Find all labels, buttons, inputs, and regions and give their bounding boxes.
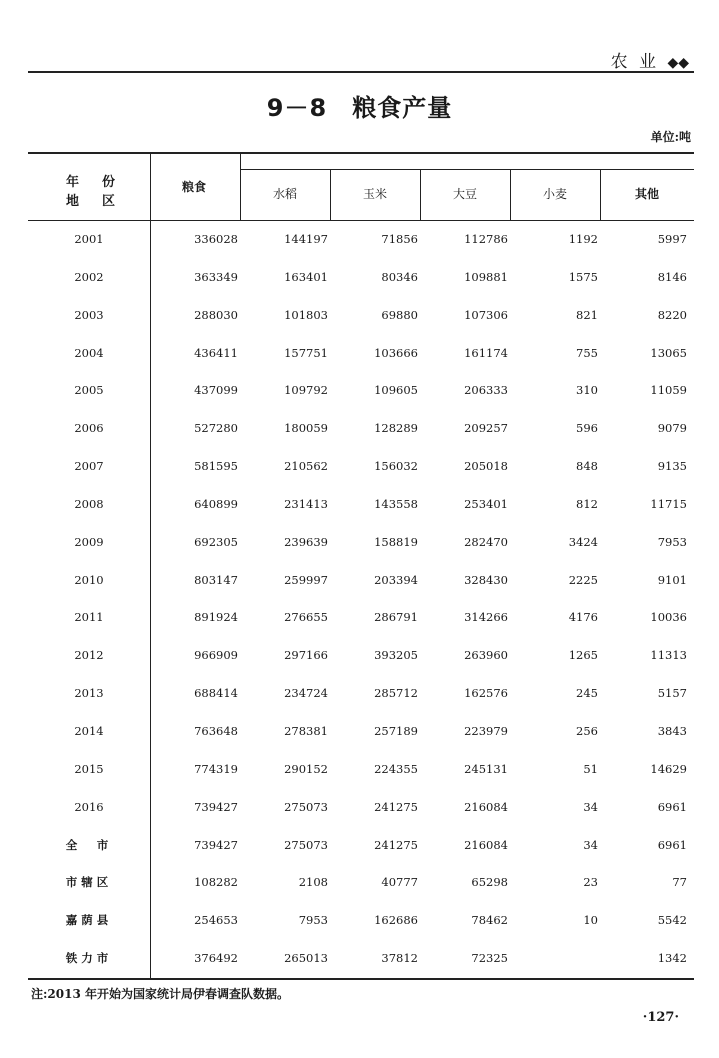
- other-cell: 14629: [650, 761, 687, 776]
- wheat-cell: 310: [576, 383, 598, 398]
- rice-cell: 278381: [284, 723, 328, 738]
- rice-cell: 7953: [298, 913, 328, 928]
- soybean-cell: 216084: [464, 799, 508, 814]
- page-title: 9－8 粮食产量: [266, 94, 453, 122]
- soybean-cell: 263960: [464, 648, 508, 663]
- corner-region-2: 区: [102, 194, 116, 209]
- corn-cell: 69880: [381, 307, 418, 322]
- corn-cell: 285712: [374, 686, 418, 701]
- row-label: 2009: [74, 534, 104, 549]
- rice-cell: 239639: [284, 534, 328, 549]
- wheat-cell: 10: [583, 913, 598, 928]
- rice-cell: 265013: [284, 951, 328, 966]
- corn-cell: 40777: [381, 875, 418, 890]
- section-label: [611, 47, 689, 72]
- soybean-cell: 162576: [464, 686, 508, 701]
- rice-cell: 290152: [284, 761, 328, 776]
- other-cell: 11059: [650, 383, 687, 398]
- other-cell: 8220: [657, 307, 687, 322]
- rice-cell: 157751: [284, 345, 328, 360]
- other-cell: 7953: [657, 534, 687, 549]
- wheat-cell: 23: [583, 875, 598, 890]
- row-label: 2011: [74, 610, 104, 625]
- table-row: [28, 940, 694, 978]
- grain-cell: 108282: [194, 875, 238, 890]
- corn-cell: 393205: [374, 648, 418, 663]
- row-label: 2008: [74, 496, 104, 511]
- other-cell: 6961: [657, 837, 687, 852]
- grain-cell: 581595: [194, 459, 238, 474]
- rice-cell: 275073: [284, 799, 328, 814]
- soybean-cell: 161174: [464, 345, 508, 360]
- grain-cell: 437099: [194, 383, 238, 398]
- wheat-cell: 812: [576, 496, 598, 511]
- wheat-cell: 596: [576, 421, 598, 436]
- table-row: [28, 827, 694, 865]
- table-row: [28, 789, 694, 827]
- corn-cell: 103666: [374, 345, 418, 360]
- row-label: 2016: [74, 799, 104, 814]
- grain-cell: 891924: [194, 610, 238, 625]
- row-label: 2010: [74, 572, 104, 587]
- row-label: 2015: [74, 761, 104, 776]
- grain-cell: 803147: [194, 572, 238, 587]
- header-corn: 玉米: [330, 169, 421, 220]
- header-rice: 水稻: [240, 169, 331, 220]
- table-row: [28, 524, 694, 562]
- corn-cell: 203394: [374, 572, 418, 587]
- grain-cell: 288030: [194, 307, 238, 322]
- row-label: 嘉荫县: [65, 913, 113, 928]
- section-name: 农 业: [610, 52, 660, 72]
- rice-cell: 234724: [284, 686, 328, 701]
- corn-cell: 128289: [374, 421, 418, 436]
- table-header: [28, 154, 694, 221]
- grain-header: [150, 154, 241, 220]
- table-bottom-rule: [28, 978, 694, 980]
- row-label: 2007: [74, 459, 104, 474]
- other-cell: 1342: [657, 951, 687, 966]
- wheat-cell: 1575: [568, 269, 598, 284]
- wheat-cell: 245: [576, 686, 598, 701]
- rice-cell: 231413: [284, 496, 328, 511]
- wheat-cell: 1265: [568, 648, 598, 663]
- other-cell: 5997: [657, 232, 687, 246]
- other-cell: 8146: [657, 269, 687, 284]
- soybean-cell: 72325: [471, 951, 508, 966]
- wheat-cell: 51: [583, 761, 598, 776]
- table-row: [28, 713, 694, 751]
- table-row: [28, 259, 694, 297]
- wheat-cell: 755: [576, 345, 598, 360]
- other-cell: 9079: [657, 421, 687, 436]
- grain-cell: 527280: [194, 421, 238, 436]
- rice-cell: 163401: [284, 269, 328, 284]
- other-cell: 9135: [657, 459, 687, 474]
- soybean-cell: 253401: [464, 496, 508, 511]
- soybean-cell: 216084: [464, 837, 508, 852]
- rice-cell: 101803: [284, 307, 328, 322]
- wheat-cell: 1192: [568, 232, 598, 246]
- wheat-cell: 3424: [568, 534, 598, 549]
- other-cell: 3843: [657, 723, 687, 738]
- soybean-cell: 112786: [464, 232, 508, 246]
- other-cell: 5157: [657, 686, 687, 701]
- table-row: [28, 448, 694, 486]
- corn-cell: 224355: [374, 761, 418, 776]
- soybean-cell: 107306: [464, 307, 508, 322]
- corn-cell: 37812: [381, 951, 418, 966]
- wheat-cell: 4176: [568, 610, 598, 625]
- header-soybean: 大豆: [420, 169, 511, 220]
- grain-cell: 692305: [194, 534, 238, 549]
- unit-label: 单位:吨: [650, 130, 691, 144]
- other-cell: 11715: [650, 496, 687, 511]
- row-label: 2006: [74, 421, 104, 436]
- table-row: [28, 221, 694, 259]
- page-number: ·127·: [642, 1010, 679, 1025]
- corn-cell: 109605: [374, 383, 418, 398]
- table-row: [28, 864, 694, 902]
- footnote: 注:2013 年开始为国家统计局伊春调查队数据。: [31, 987, 290, 1001]
- corn-cell: 286791: [374, 610, 418, 625]
- wheat-cell: 34: [583, 837, 598, 852]
- corn-cell: 158819: [374, 534, 418, 549]
- row-label: 2001: [74, 232, 104, 246]
- table-body: [28, 221, 694, 978]
- grain-cell: 966909: [194, 648, 238, 663]
- row-label: 铁力市: [65, 951, 113, 966]
- soybean-cell: 282470: [464, 534, 508, 549]
- wheat-cell: 848: [576, 459, 598, 474]
- corn-cell: 143558: [374, 496, 418, 511]
- soybean-cell: 245131: [464, 761, 508, 776]
- corner-region-1: 地: [66, 194, 80, 209]
- grain-cell: 376492: [194, 951, 238, 966]
- rice-cell: 180059: [284, 421, 328, 436]
- soybean-cell: 206333: [464, 383, 508, 398]
- wheat-cell: 34: [583, 799, 598, 814]
- table-row: [28, 486, 694, 524]
- corn-cell: 162686: [374, 913, 418, 928]
- table-row: [28, 675, 694, 713]
- soybean-cell: 314266: [464, 610, 508, 625]
- rice-cell: 210562: [284, 459, 328, 474]
- soybean-cell: 205018: [464, 459, 508, 474]
- rice-cell: 275073: [284, 837, 328, 852]
- corn-cell: 257189: [374, 723, 418, 738]
- rice-cell: 109792: [284, 383, 328, 398]
- corn-cell: 80346: [381, 269, 418, 284]
- corner-year-2: 份: [102, 175, 116, 190]
- grain-cell: 336028: [194, 232, 238, 246]
- soybean-cell: 65298: [471, 875, 508, 890]
- corn-cell: 241275: [374, 837, 418, 852]
- soybean-cell: 223979: [464, 723, 508, 738]
- rice-cell: 276655: [284, 610, 328, 625]
- table-row: [28, 599, 694, 637]
- row-label: 2014: [74, 723, 104, 738]
- grain-cell: 640899: [194, 496, 238, 511]
- grain-production-table: [28, 152, 694, 980]
- grain-cell: 688414: [194, 686, 238, 701]
- other-cell: 10036: [650, 610, 687, 625]
- table-row: [28, 562, 694, 600]
- soybean-cell: 328430: [464, 572, 508, 587]
- table-row: [28, 902, 694, 940]
- row-label: 2013: [74, 686, 104, 701]
- rice-cell: 297166: [284, 648, 328, 663]
- wheat-cell: 821: [576, 307, 598, 322]
- grain-cell: 763648: [194, 723, 238, 738]
- table-row: [28, 637, 694, 675]
- grain-cell: 774319: [194, 761, 238, 776]
- other-cell: 5542: [657, 913, 687, 928]
- row-label: 2005: [74, 383, 104, 398]
- diamond-icon: ◆◆: [667, 55, 689, 71]
- table-row: [28, 372, 694, 410]
- other-cell: 13065: [650, 345, 687, 360]
- row-label: 2004: [74, 345, 104, 360]
- corn-cell: 241275: [374, 799, 418, 814]
- other-cell: 6961: [657, 799, 687, 814]
- row-label: 全 市: [65, 837, 113, 852]
- soybean-cell: 209257: [464, 421, 508, 436]
- row-label: 2012: [74, 648, 104, 663]
- wheat-cell: 256: [576, 723, 598, 738]
- grain-cell: 739427: [194, 799, 238, 814]
- grain-cell: 739427: [194, 837, 238, 852]
- header-wheat: 小麦: [510, 169, 601, 220]
- grain-header-label: 粮食: [182, 180, 207, 194]
- grain-cell: 254653: [194, 913, 238, 928]
- row-label: 2002: [74, 269, 104, 284]
- table-row: [28, 297, 694, 335]
- row-label: 市辖区: [65, 875, 113, 890]
- header-other: 其他: [634, 187, 659, 201]
- table-row: [28, 335, 694, 373]
- wheat-cell: 2225: [568, 572, 598, 587]
- corn-cell: 71856: [381, 232, 418, 246]
- soybean-cell: 78462: [471, 913, 508, 928]
- soybean-cell: 109881: [464, 269, 508, 284]
- grain-cell: 363349: [194, 269, 238, 284]
- corn-cell: 156032: [374, 459, 418, 474]
- row-label: 2003: [74, 307, 104, 322]
- other-cell: 77: [672, 875, 687, 890]
- table-row: [28, 751, 694, 789]
- rice-cell: 144197: [284, 232, 328, 246]
- other-cell: 9101: [657, 572, 687, 587]
- other-cell: 11313: [650, 648, 687, 663]
- rice-cell: 259997: [284, 572, 328, 587]
- header-rule: [28, 71, 694, 73]
- grain-cell: 436411: [194, 345, 238, 360]
- table-row: [28, 410, 694, 448]
- rice-cell: 2108: [298, 875, 328, 890]
- corner-header: [28, 154, 151, 220]
- corner-year-1: 年: [66, 175, 80, 190]
